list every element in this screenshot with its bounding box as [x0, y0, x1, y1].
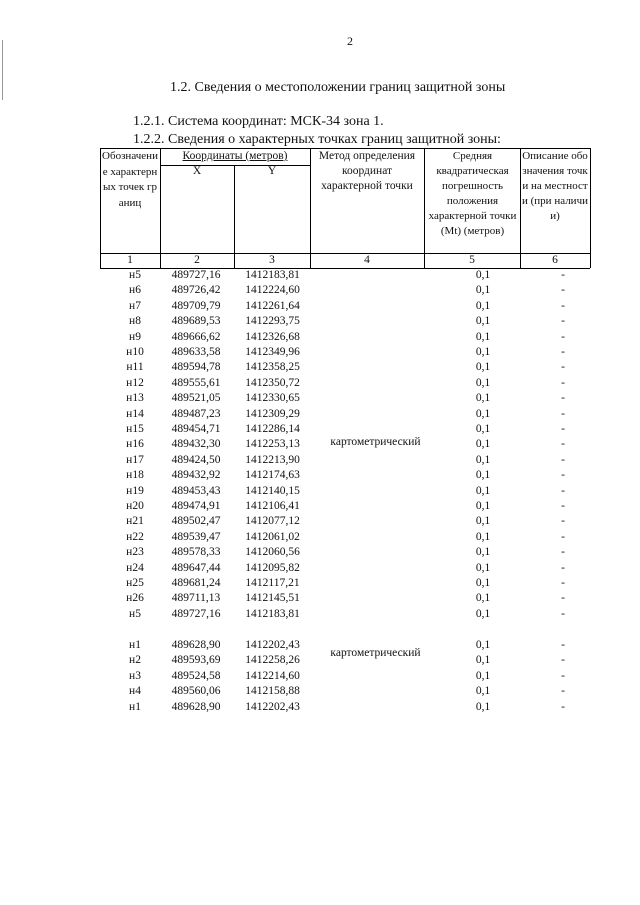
x-coordinate: 489709,79 — [171, 299, 221, 312]
x-coordinate: 489474,91 — [171, 500, 221, 512]
y-coordinate: 1412358,25 — [245, 361, 300, 374]
accuracy-value: 0,1 — [475, 685, 491, 698]
x-coordinate: 489689,53 — [171, 315, 221, 328]
y-coordinate: 1412293,75 — [245, 315, 300, 328]
point-id: н10 — [126, 346, 144, 358]
x-coordinate: 489628,90 — [171, 639, 221, 651]
point-id: н15 — [126, 423, 144, 435]
y-coordinate: 1412261,64 — [245, 299, 300, 312]
point-id: н17 — [126, 453, 144, 466]
y-coordinate: 1412330,65 — [245, 392, 300, 405]
point-id: н18 — [126, 469, 144, 482]
accuracy-value: 0,1 — [475, 607, 491, 620]
description-value: - — [561, 700, 565, 713]
header-description: Описание обозначения точки на местности (при наличии) — [522, 150, 588, 222]
header-accuracy: Средняя квадратическая погрешность положения характерной точки (Mt) (метров) — [428, 150, 517, 237]
description-value: - — [561, 299, 565, 312]
y-coordinate: 1412214,60 — [245, 669, 300, 682]
accuracy-value: 0,1 — [475, 299, 491, 312]
x-coordinate: 489539,47 — [171, 530, 221, 543]
y-coordinate: 1412309,29 — [245, 407, 300, 420]
x-coordinate: 489555,61 — [171, 376, 221, 389]
description-value: - — [561, 546, 565, 559]
description-value: - — [561, 500, 565, 512]
point-id: н19 — [126, 484, 144, 497]
description-value: - — [561, 392, 565, 405]
x-coordinate: 489593,69 — [171, 654, 221, 667]
accuracy-value: 0,1 — [475, 269, 491, 281]
accuracy-value: 0,1 — [475, 515, 491, 528]
y-coordinate: 1412253,13 — [245, 438, 300, 451]
accuracy-value: 0,1 — [475, 346, 491, 358]
point-id: н12 — [126, 376, 144, 389]
header-coordinates: Координаты (метров) — [182, 150, 288, 162]
point-id: н14 — [126, 407, 144, 420]
accuracy-value: 0,1 — [475, 438, 491, 451]
x-coordinate: 489432,30 — [171, 438, 221, 451]
description-value: - — [561, 484, 565, 497]
header-point: Обозначение характерных точек границ — [102, 150, 158, 209]
point-id: н4 — [129, 685, 141, 698]
description-value: - — [561, 469, 565, 482]
point-id: н23 — [126, 546, 144, 559]
y-coordinate: 1412202,43 — [245, 639, 300, 651]
header-method: Метод определения координат характерной точки — [318, 150, 416, 192]
points-caption: 1.2.2. Сведения о характерных точках границ защитной зоны: — [133, 132, 501, 147]
accuracy-value: 0,1 — [475, 669, 491, 682]
description-value: - — [561, 407, 565, 420]
description-value: - — [561, 639, 565, 651]
accuracy-value: 0,1 — [475, 469, 491, 482]
accuracy-value: 0,1 — [475, 546, 491, 559]
description-value: - — [561, 361, 565, 374]
accuracy-value: 0,1 — [475, 592, 491, 605]
x-coordinate: 489453,43 — [171, 484, 221, 497]
point-id: н7 — [129, 299, 141, 312]
accuracy-value: 0,1 — [475, 423, 491, 435]
point-id: н21 — [126, 515, 144, 528]
accuracy-value: 0,1 — [475, 453, 491, 466]
margin-mark — [2, 40, 3, 100]
page-number: 2 — [347, 34, 353, 48]
x-coordinate: 489727,16 — [171, 269, 221, 281]
description-value: - — [561, 438, 565, 451]
description-value: - — [561, 669, 565, 682]
point-id: н1 — [129, 639, 141, 651]
point-id: н9 — [129, 330, 141, 343]
y-coordinate: 1412060,56 — [245, 546, 300, 559]
header-number-1: 1 — [127, 254, 133, 266]
method-label-2: картометрический — [330, 647, 421, 659]
description-value: - — [561, 561, 565, 574]
description-value: - — [561, 577, 565, 589]
description-value: - — [561, 269, 565, 281]
header-x: X — [192, 165, 202, 177]
y-coordinate: 1412326,68 — [245, 330, 300, 343]
x-coordinate: 489487,23 — [171, 407, 221, 420]
y-coordinate: 1412106,41 — [245, 500, 300, 512]
x-coordinate: 489711,13 — [171, 592, 221, 605]
point-id: н5 — [129, 607, 141, 620]
x-coordinate: 489681,24 — [171, 577, 221, 589]
point-id: н24 — [126, 561, 144, 574]
x-coordinate: 489524,58 — [171, 669, 221, 682]
x-coordinate: 489424,50 — [171, 453, 221, 466]
description-value: - — [561, 453, 565, 466]
accuracy-value: 0,1 — [475, 654, 491, 667]
accuracy-value: 0,1 — [475, 376, 491, 389]
header-number-6: 6 — [552, 254, 558, 266]
description-value: - — [561, 592, 565, 605]
y-coordinate: 1412349,96 — [245, 346, 300, 358]
accuracy-value: 0,1 — [475, 484, 491, 497]
description-value: - — [561, 315, 565, 328]
y-coordinate: 1412145,51 — [245, 592, 300, 605]
description-value: - — [561, 530, 565, 543]
point-id: н11 — [126, 361, 144, 374]
point-id: н16 — [126, 438, 144, 451]
section-title: 1.2. Сведения о местоположении границ защитной зоны — [170, 80, 506, 95]
description-value: - — [561, 346, 565, 358]
x-coordinate: 489666,62 — [171, 330, 221, 343]
point-id: н13 — [126, 392, 144, 405]
x-coordinate: 489502,47 — [171, 515, 221, 528]
y-coordinate: 1412077,12 — [245, 515, 300, 528]
accuracy-value: 0,1 — [475, 561, 491, 574]
accuracy-value: 0,1 — [475, 330, 491, 343]
description-value: - — [561, 654, 565, 667]
y-coordinate: 1412224,60 — [245, 284, 300, 297]
point-id: н8 — [129, 315, 141, 328]
y-coordinate: 1412286,14 — [245, 423, 300, 435]
point-id: н6 — [129, 284, 141, 297]
y-coordinate: 1412095,82 — [245, 561, 300, 574]
header-y: Y — [267, 165, 277, 177]
y-coordinate: 1412140,15 — [245, 484, 300, 497]
x-coordinate: 489432,92 — [171, 469, 221, 482]
point-id: н1 — [129, 700, 141, 713]
description-value: - — [561, 330, 565, 343]
point-id: н20 — [126, 500, 144, 512]
header-number-2: 2 — [194, 254, 200, 266]
y-coordinate: 1412158,88 — [245, 685, 300, 698]
x-coordinate: 489628,90 — [171, 700, 221, 713]
method-label-1: картометрический — [330, 436, 421, 448]
y-coordinate: 1412202,43 — [245, 700, 300, 713]
x-coordinate: 489521,05 — [171, 392, 221, 405]
description-value: - — [561, 607, 565, 620]
y-coordinate: 1412258,26 — [245, 654, 300, 667]
x-coordinate: 489560,06 — [171, 685, 221, 698]
accuracy-value: 0,1 — [475, 315, 491, 328]
y-coordinate: 1412174,63 — [245, 469, 300, 482]
description-value: - — [561, 515, 565, 528]
accuracy-value: 0,1 — [475, 407, 491, 420]
x-coordinate: 489594,78 — [171, 361, 221, 374]
x-coordinate: 489454,71 — [171, 423, 221, 435]
description-value: - — [561, 423, 565, 435]
accuracy-value: 0,1 — [475, 639, 491, 651]
y-coordinate: 1412183,81 — [245, 269, 300, 281]
x-coordinate: 489633,58 — [171, 346, 221, 358]
coordinate-system: 1.2.1. Система координат: МСК-34 зона 1. — [133, 114, 384, 129]
point-id: н26 — [126, 592, 144, 605]
header-number-4: 4 — [364, 254, 370, 266]
y-coordinate: 1412183,81 — [245, 607, 300, 620]
accuracy-value: 0,1 — [475, 500, 491, 512]
x-coordinate: 489578,33 — [171, 546, 221, 559]
point-id: н3 — [129, 669, 141, 682]
y-coordinate: 1412350,72 — [245, 376, 300, 389]
accuracy-value: 0,1 — [475, 284, 491, 297]
accuracy-value: 0,1 — [475, 577, 491, 589]
header-number-3: 3 — [269, 254, 275, 266]
description-value: - — [561, 376, 565, 389]
description-value: - — [561, 284, 565, 297]
point-id: н2 — [129, 654, 141, 667]
accuracy-value: 0,1 — [475, 530, 491, 543]
y-coordinate: 1412061,02 — [245, 530, 300, 543]
x-coordinate: 489727,16 — [171, 607, 221, 620]
point-id: н22 — [126, 530, 144, 543]
point-id: н5 — [129, 269, 141, 281]
accuracy-value: 0,1 — [475, 361, 491, 374]
x-coordinate: 489647,44 — [171, 561, 221, 574]
point-id: н25 — [126, 577, 144, 589]
accuracy-value: 0,1 — [475, 392, 491, 405]
accuracy-value: 0,1 — [475, 700, 491, 713]
header-number-5: 5 — [469, 254, 475, 266]
x-coordinate: 489726,42 — [171, 284, 221, 297]
description-value: - — [561, 685, 565, 698]
y-coordinate: 1412213,90 — [245, 453, 300, 466]
y-coordinate: 1412117,21 — [245, 577, 300, 589]
